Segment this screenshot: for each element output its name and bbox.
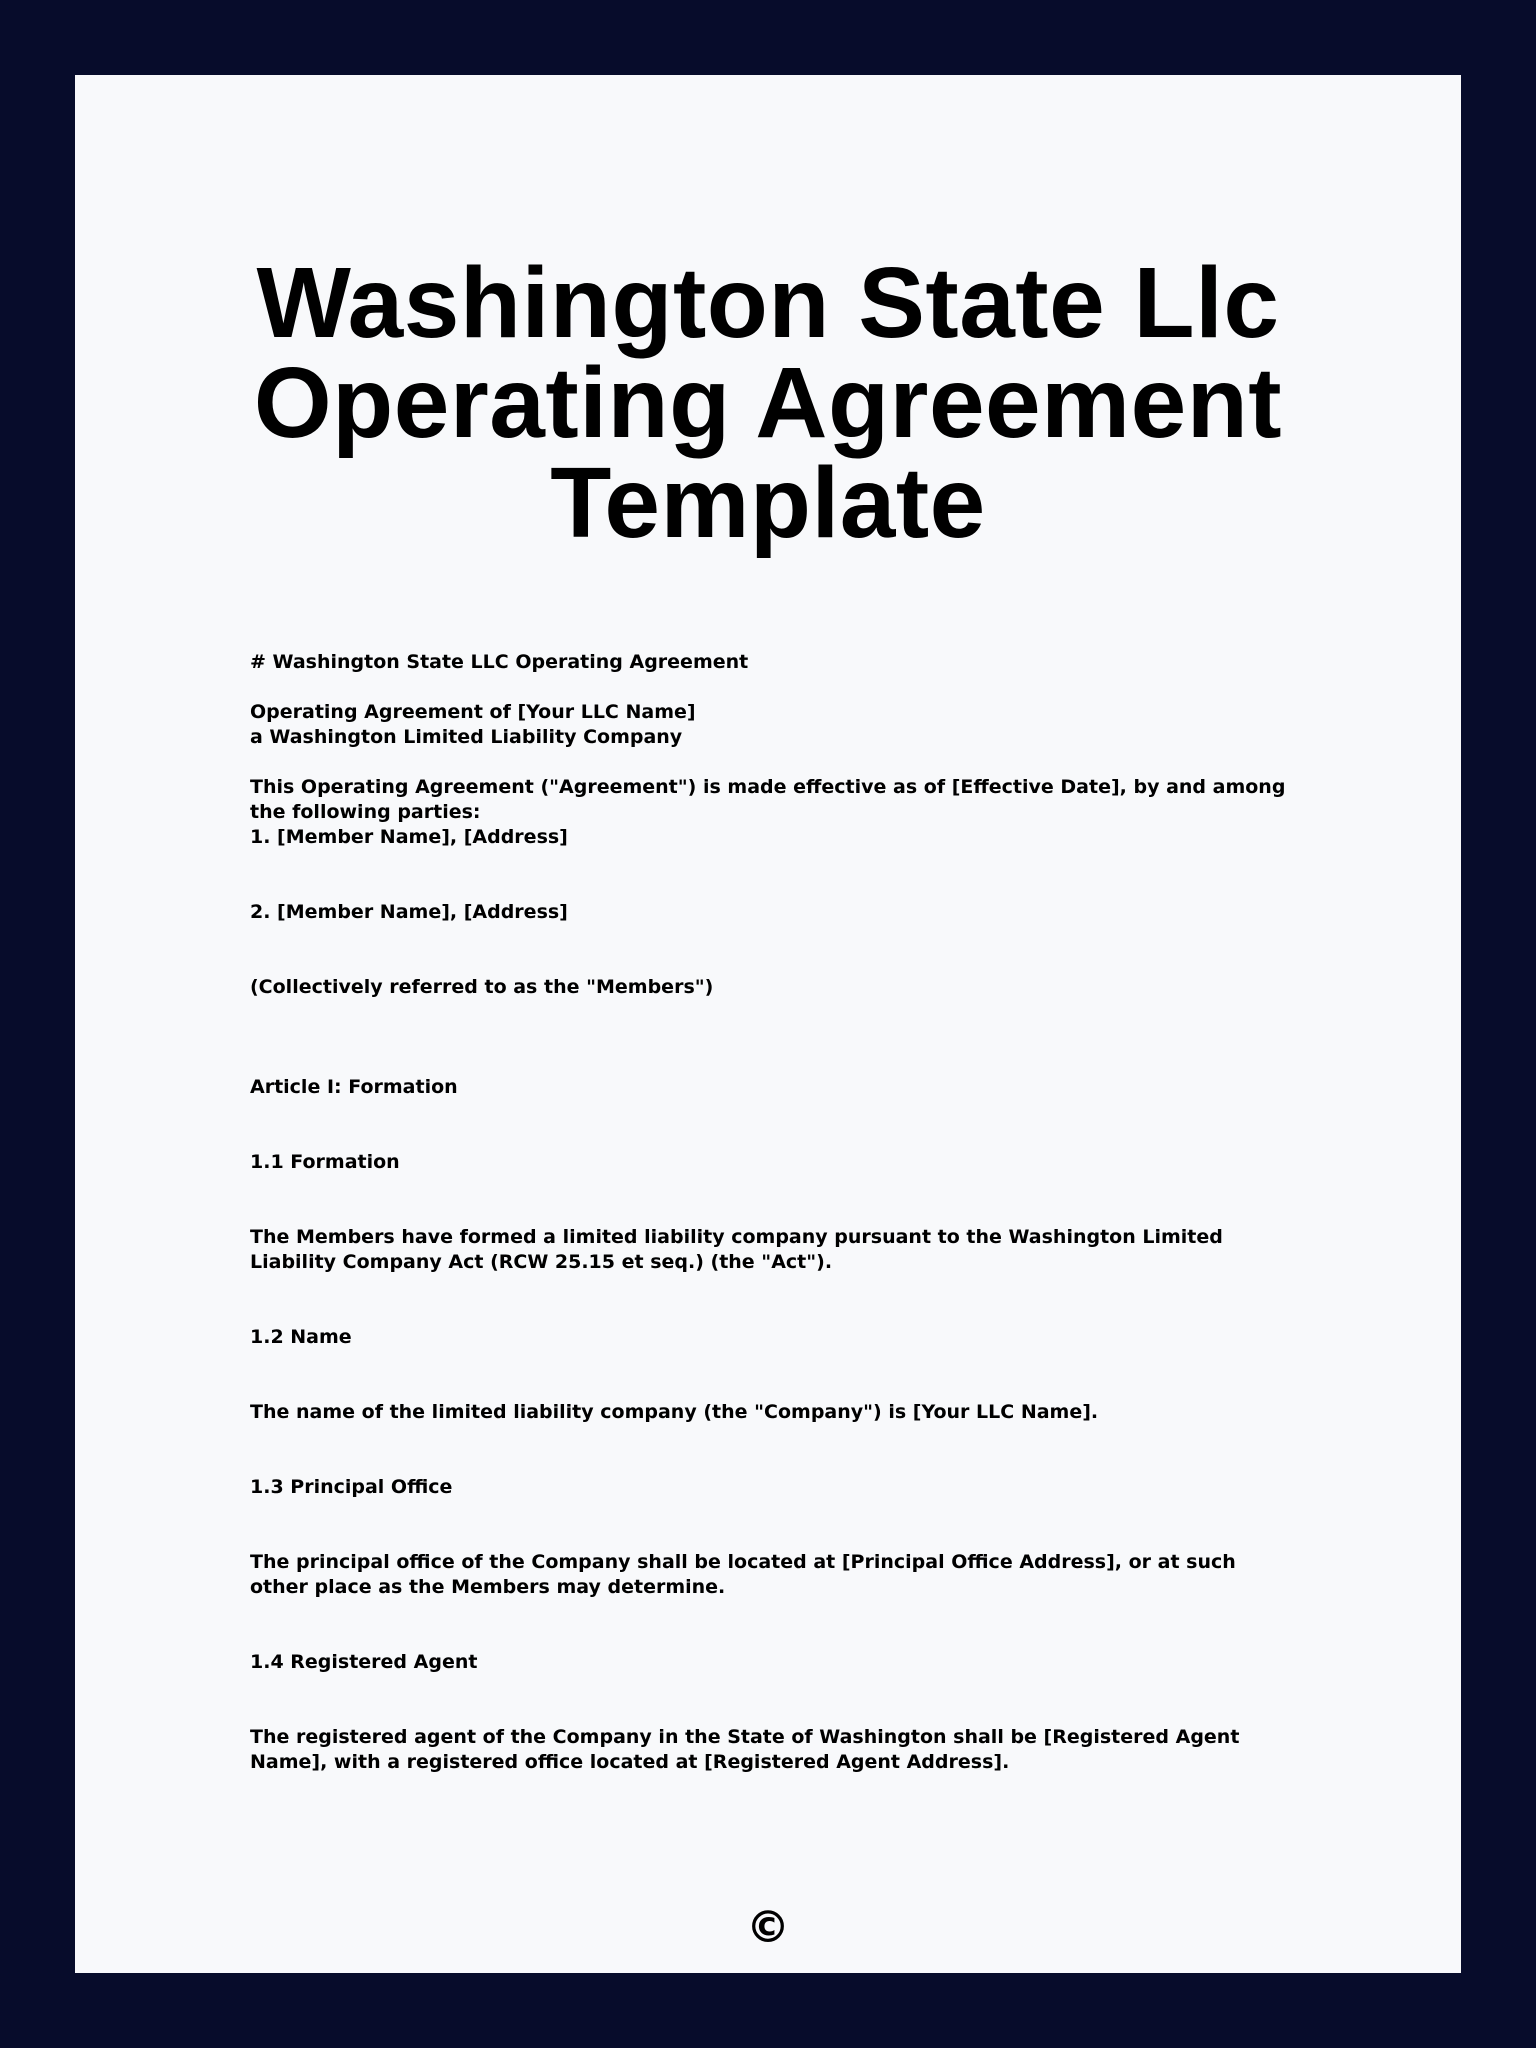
members-note: (Collectively referred to as the "Members") — [250, 976, 714, 998]
title-line: Operating Agreement — [253, 347, 1283, 459]
section-paragraph: The Members have formed a limited liability company pursuant to the Washington Limited Liability Company Act (RCW 25.15 et seq.) (the "Act"). — [250, 1226, 1223, 1273]
member-line: 2. [Member Name], [Address] — [250, 901, 568, 923]
section-paragraph: The registered agent of the Company in the State of Washington shall be [Registered Agent Name], with a registered office located at [Registered Agent Address]. — [250, 1726, 1240, 1773]
agreement-heading: Operating Agreement of [Your LLC Name] a Washington Limited Liability Company — [250, 701, 696, 748]
section-paragraph: The name of the limited liability company (the "Company") is [Your LLC Name]. — [250, 1401, 1099, 1423]
article-heading: Article I: Formation — [250, 1076, 458, 1098]
document-title — [0, 247, 1536, 559]
section-heading: 1.3 Principal Office — [250, 1476, 453, 1498]
section-paragraph: The principal office of the Company shall be located at [Principal Office Address], or at such other place as the Members may determine. — [250, 1551, 1236, 1598]
section-heading: 1.1 Formation — [250, 1151, 400, 1173]
title-line: Template — [550, 447, 986, 559]
title-line: Washington State Llc — [256, 247, 1280, 359]
section-heading: 1.4 Registered Agent — [250, 1651, 478, 1673]
intro-paragraph: This Operating Agreement ("Agreement") is made effective as of [Effective Date], by and among the following parties: 1. [Member Name], [Address] — [250, 776, 1286, 848]
section-heading: 1.2 Name — [250, 1326, 352, 1348]
markdown-heading: # Washington State LLC Operating Agreement — [250, 651, 749, 673]
copyright-icon: © — [746, 1902, 790, 1953]
